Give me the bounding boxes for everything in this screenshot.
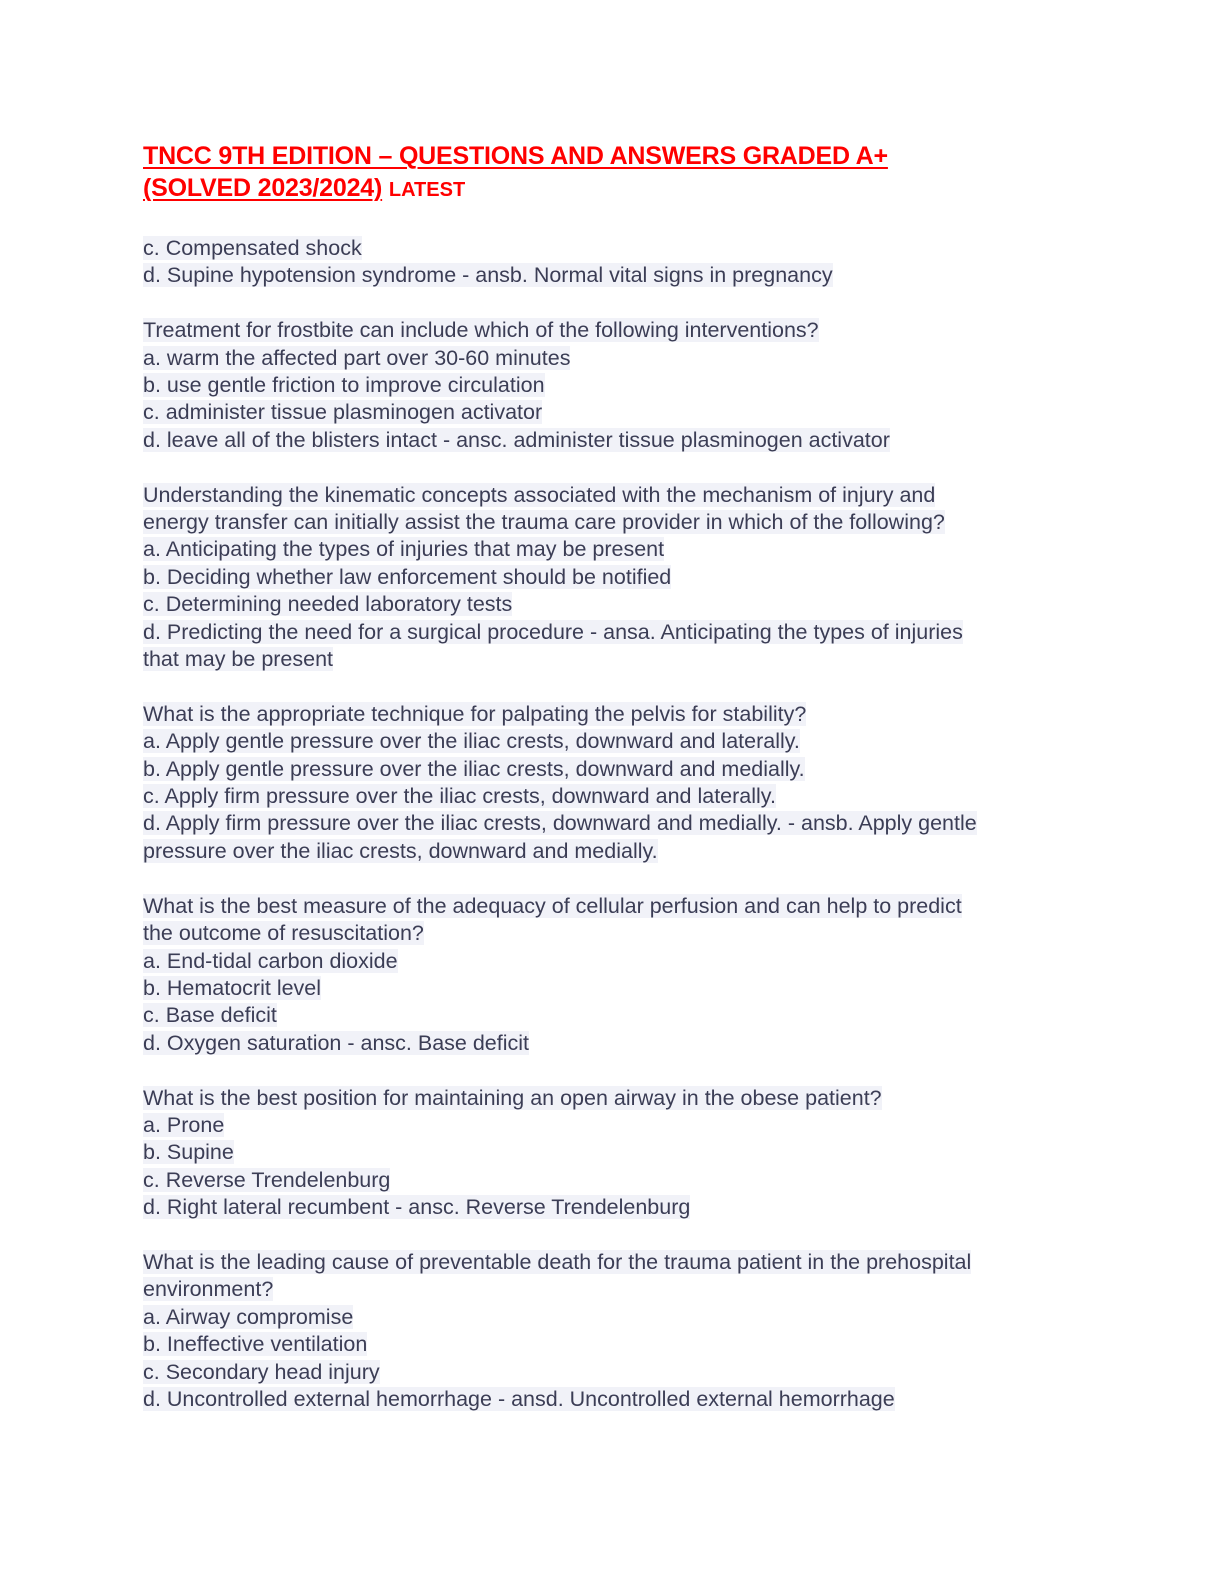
qa-line-text: What is the appropriate technique for palpating the pelvis for stability? [143, 701, 807, 726]
qa-line [143, 1167, 1103, 1194]
qa-line-text: the outcome of resuscitation? [143, 921, 424, 946]
qa-line [143, 810, 1103, 837]
qa-line-text: c. Determining needed laboratory tests [143, 592, 513, 617]
qa-line [143, 1194, 1103, 1221]
qa-line [143, 1002, 1103, 1029]
qa-line-text: d. Right lateral recumbent - ansc. Reverse Trendelenburg [143, 1195, 691, 1220]
qa-line-text: d. leave all of the blisters intact - ansc. administer tissue plasminogen activator [143, 427, 890, 452]
qa-body [143, 235, 1103, 1441]
qa-line [143, 1030, 1103, 1057]
title-suffix: LATEST [388, 179, 466, 201]
title-line-2 [143, 172, 1103, 206]
qa-line-text: a. Anticipating the types of injuries that may be present [143, 537, 665, 562]
qa-line [143, 1139, 1103, 1166]
qa-line-text: What is the best position for maintaining an open airway in the obese patient? [143, 1085, 882, 1110]
qa-line-text: d. Uncontrolled external hemorrhage - ansd. Uncontrolled external hemorrhage [143, 1386, 895, 1411]
qa-line-text: a. End-tidal carbon dioxide [143, 948, 398, 973]
qa-line [143, 1331, 1103, 1358]
qa-line [143, 1304, 1103, 1331]
qa-line [143, 591, 1103, 618]
qa-line [143, 427, 1103, 454]
qa-block [143, 701, 1103, 865]
qa-line [143, 838, 1103, 865]
title-line-1 [143, 140, 1103, 172]
qa-line [143, 619, 1103, 646]
qa-line [143, 948, 1103, 975]
qa-line [143, 646, 1103, 673]
qa-line-text: d. Predicting the need for a surgical procedure - ansa. Anticipating the types of injuries [143, 619, 963, 644]
qa-line [143, 536, 1103, 563]
qa-line [143, 893, 1103, 920]
qa-line-text: energy transfer can initially assist the trauma care provider in which of the following? [143, 510, 945, 535]
qa-line-text: What is the best measure of the adequacy of cellular perfusion and can help to predict [143, 893, 962, 918]
qa-line-text: b. Supine [143, 1140, 234, 1165]
qa-line-text: that may be present [143, 647, 334, 672]
qa-line-text: a. Airway compromise [143, 1304, 354, 1329]
qa-line-text: pressure over the iliac crests, downward and medially. [143, 838, 658, 863]
qa-line-text: c. administer tissue plasminogen activator [143, 400, 543, 425]
qa-block [143, 1249, 1103, 1413]
qa-line-text: c. Apply firm pressure over the iliac crests, downward and laterally. [143, 784, 776, 809]
qa-line-text: d. Oxygen saturation - ansc. Base deficit [143, 1030, 530, 1055]
qa-line [143, 1085, 1103, 1112]
qa-line-text: b. Hematocrit level [143, 975, 322, 1000]
qa-block [143, 1085, 1103, 1222]
qa-line [143, 399, 1103, 426]
qa-line [143, 345, 1103, 372]
title-main-line-1: TNCC 9TH EDITION – QUESTIONS AND ANSWERS GRADED A+ [143, 142, 888, 170]
qa-line [143, 372, 1103, 399]
qa-line [143, 975, 1103, 1002]
qa-line-text: environment? [143, 1277, 274, 1302]
qa-line [143, 1276, 1103, 1303]
qa-line [143, 262, 1103, 289]
qa-line [143, 1386, 1103, 1413]
qa-line [143, 1249, 1103, 1276]
qa-line [143, 756, 1103, 783]
qa-line-text: b. Deciding whether law enforcement should be notified [143, 564, 672, 589]
title-main-line-2: (SOLVED 2023/2024) [143, 174, 383, 202]
qa-line [143, 920, 1103, 947]
qa-line-text: c. Base deficit [143, 1003, 277, 1028]
qa-block [143, 482, 1103, 674]
qa-line-text: b. Apply gentle pressure over the iliac crests, downward and medially. [143, 756, 805, 781]
qa-line-text: What is the leading cause of preventable death for the trauma patient in the prehospital [143, 1249, 972, 1274]
qa-line [143, 235, 1103, 262]
qa-line [143, 1359, 1103, 1386]
qa-line-text: c. Compensated shock [143, 236, 362, 260]
document-title [143, 140, 1103, 206]
qa-line-text: c. Secondary head injury [143, 1359, 380, 1384]
qa-line [143, 701, 1103, 728]
qa-block [143, 235, 1103, 290]
qa-line [143, 728, 1103, 755]
qa-block [143, 317, 1103, 454]
qa-line [143, 317, 1103, 344]
qa-line-text: a. warm the affected part over 30-60 minutes [143, 345, 571, 370]
qa-line-text: Understanding the kinematic concepts associated with the mechanism of injury and [143, 482, 936, 507]
qa-line-text: d. Apply firm pressure over the iliac crests, downward and medially. - ansb. Apply gentle [143, 811, 977, 836]
qa-line-text: b. use gentle friction to improve circulation [143, 373, 545, 398]
qa-line-text: d. Supine hypotension syndrome - ansb. Normal vital signs in pregnancy [143, 263, 833, 288]
qa-line-text: a. Prone [143, 1112, 225, 1137]
qa-line [143, 482, 1103, 509]
qa-line-text: a. Apply gentle pressure over the iliac crests, downward and laterally. [143, 729, 800, 754]
qa-line [143, 783, 1103, 810]
qa-line [143, 509, 1103, 536]
qa-line [143, 1112, 1103, 1139]
qa-line-text: b. Ineffective ventilation [143, 1332, 368, 1357]
qa-line [143, 564, 1103, 591]
qa-line-text: Treatment for frostbite can include which of the following interventions? [143, 318, 819, 343]
qa-line-text: c. Reverse Trendelenburg [143, 1167, 391, 1192]
qa-block [143, 893, 1103, 1057]
